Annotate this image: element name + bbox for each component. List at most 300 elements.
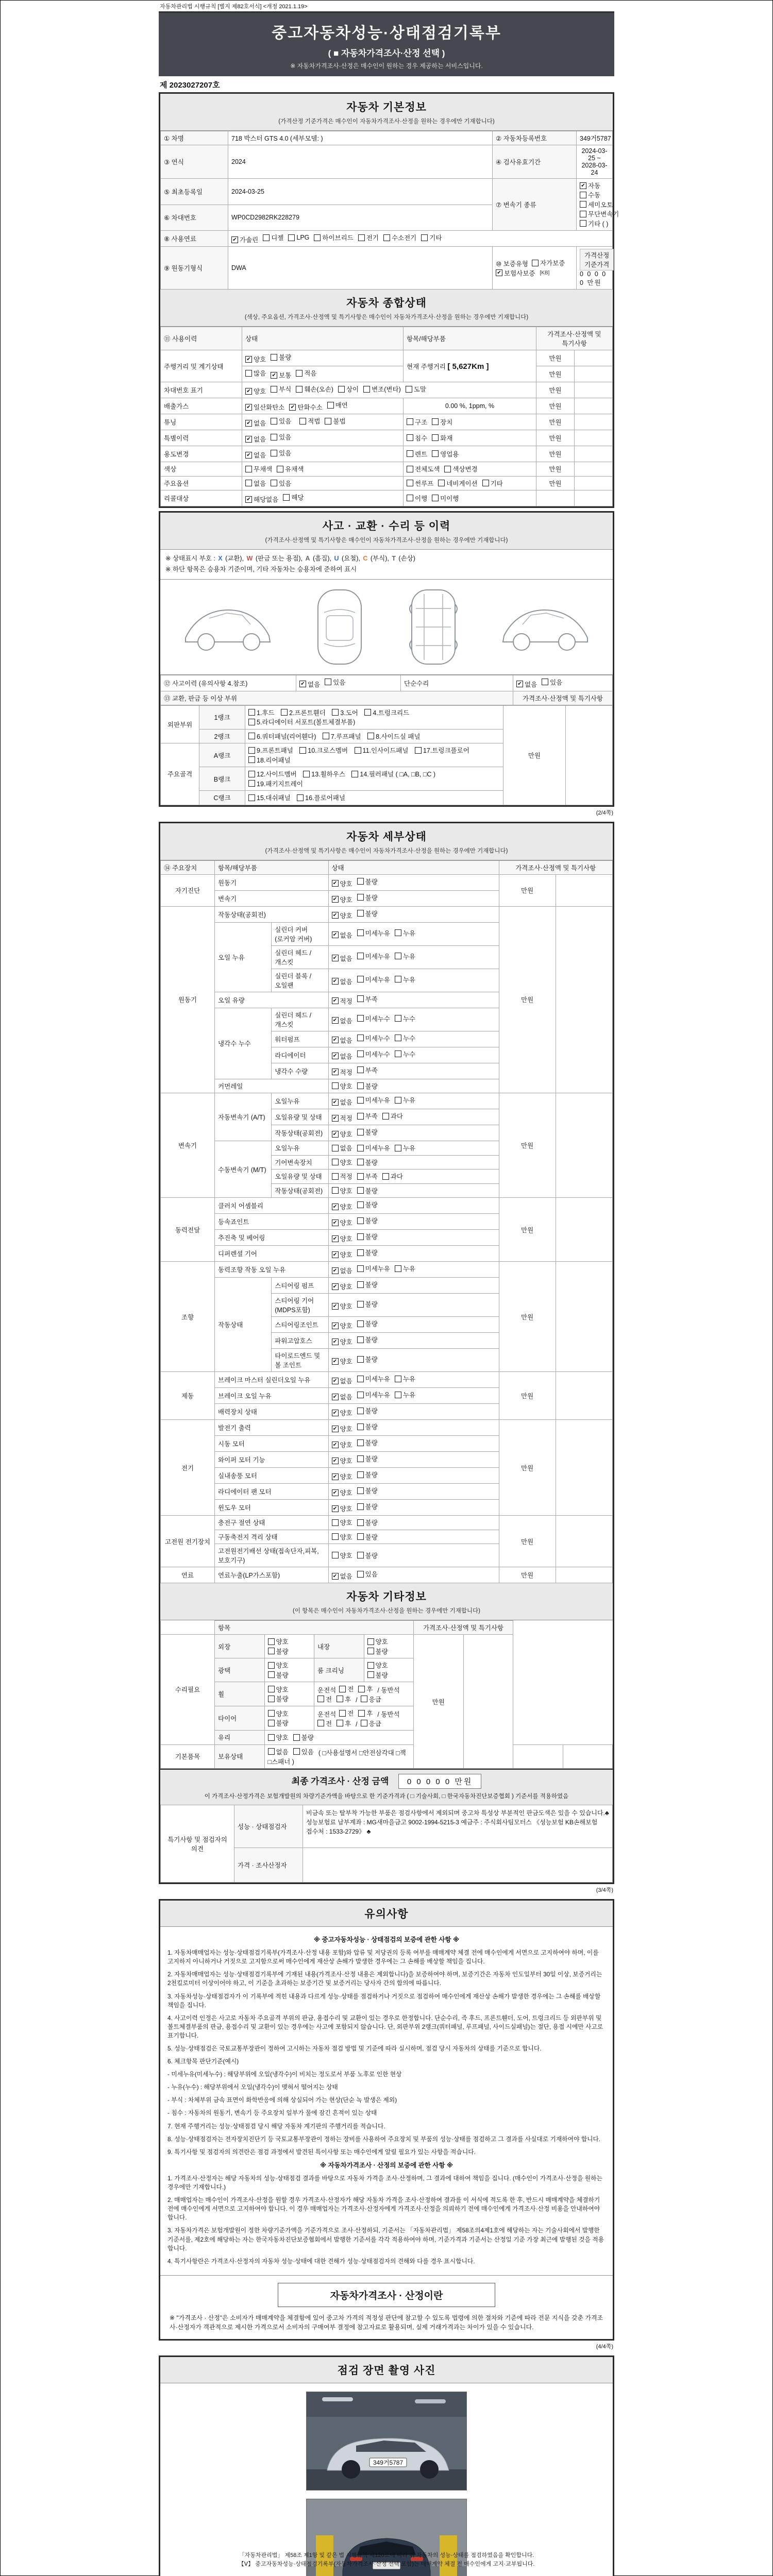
vin-label: ⑥ 차대번호 <box>161 205 228 231</box>
checkbox-option[interactable] <box>332 1472 352 1481</box>
checked-checkbox-icon: ✔ <box>332 1505 339 1512</box>
checkbox-option[interactable] <box>383 233 416 242</box>
checkbox-option[interactable] <box>283 493 304 502</box>
checkbox-option[interactable] <box>245 479 266 488</box>
checkbox-option[interactable] <box>332 1097 352 1107</box>
checkbox-option[interactable] <box>248 769 297 778</box>
checkbox-option[interactable] <box>482 479 503 488</box>
text-fragment: 썬루프 <box>415 480 434 487</box>
checkbox-option[interactable] <box>532 258 565 267</box>
checkbox-option[interactable] <box>382 1111 403 1121</box>
checkbox-option[interactable] <box>406 384 426 394</box>
checkbox-option[interactable] <box>421 233 442 242</box>
price-unit-cell: 만원 <box>499 1420 556 1516</box>
checkbox-option[interactable] <box>357 1354 378 1364</box>
checkbox-option[interactable] <box>337 1694 351 1704</box>
checkbox-option[interactable] <box>332 1376 352 1385</box>
text-fragment <box>160 2275 613 2339</box>
checkbox-option[interactable] <box>580 209 619 218</box>
checkbox-option[interactable] <box>357 1014 390 1023</box>
checkbox-option[interactable] <box>364 708 409 717</box>
text-fragment <box>559 634 575 650</box>
checkbox-option[interactable] <box>248 708 275 717</box>
unchecked-checkbox-icon <box>407 480 413 486</box>
state-cell <box>328 1141 499 1156</box>
checkbox-option[interactable] <box>271 416 291 426</box>
checkbox-option[interactable] <box>395 1264 415 1273</box>
checkbox-option[interactable] <box>407 464 440 473</box>
checkbox-option[interactable] <box>357 1143 390 1153</box>
text-fragment: 미세누유 <box>365 1145 390 1152</box>
checkbox-option[interactable] <box>357 1569 378 1579</box>
checkbox-option[interactable] <box>444 464 477 473</box>
checkbox-option[interactable] <box>293 1747 314 1756</box>
checkbox-option[interactable] <box>271 352 291 362</box>
checkbox-option[interactable] <box>325 416 345 426</box>
unchecked-checkbox-icon <box>268 1671 275 1678</box>
checkbox-option[interactable] <box>580 190 600 199</box>
checkbox-option[interactable] <box>248 793 291 802</box>
checkbox-option[interactable] <box>357 909 378 918</box>
checkbox-option[interactable] <box>332 1143 352 1153</box>
section-note: (가격산정 기준가격은 매수인이 자동차가격조사·산정을 원하는 경우에만 기재합니다) <box>278 118 495 125</box>
checkbox-option[interactable] <box>268 1747 289 1756</box>
checkbox-option[interactable] <box>516 680 537 689</box>
footer-legal-lines <box>1 2551 772 2569</box>
holding-state-label: 보유상태 <box>215 1744 265 1769</box>
unchecked-checkbox-icon <box>361 1720 367 1726</box>
checkbox-option[interactable] <box>314 233 353 242</box>
checkbox-option[interactable] <box>332 1218 352 1227</box>
text-fragment: 훼손(오손) <box>304 386 333 393</box>
checkbox-option[interactable] <box>395 952 415 961</box>
checkbox-option[interactable] <box>357 994 378 1004</box>
checkbox-option[interactable] <box>332 1518 352 1527</box>
checkbox-option[interactable] <box>332 977 352 986</box>
checkbox-option[interactable] <box>395 1095 415 1105</box>
checkbox-option[interactable] <box>332 1016 352 1025</box>
checkbox-option[interactable] <box>332 1504 352 1513</box>
checkbox-option[interactable] <box>357 1299 378 1309</box>
unchecked-checkbox-icon <box>395 1050 401 1057</box>
checkbox-option[interactable] <box>355 745 409 755</box>
checkbox-option[interactable] <box>407 417 427 427</box>
checkbox-option[interactable] <box>395 1049 415 1059</box>
checkbox-option[interactable] <box>357 1172 378 1181</box>
checkbox-option[interactable] <box>323 732 361 741</box>
unchecked-checkbox-icon <box>406 386 412 393</box>
checkbox-option[interactable] <box>339 1708 354 1718</box>
note-blank-cell <box>556 1420 612 1516</box>
checkbox-option[interactable] <box>367 1660 388 1670</box>
state-cell <box>328 1031 499 1047</box>
item-label-cell: 시동 모터 <box>215 1436 329 1452</box>
checkbox-option[interactable] <box>296 384 333 394</box>
checkbox-option[interactable] <box>248 732 316 741</box>
checkbox-option[interactable] <box>268 1685 289 1694</box>
checkbox-option[interactable] <box>357 1470 378 1479</box>
checkbox-option[interactable] <box>271 370 291 380</box>
checkbox-option[interactable] <box>293 1733 314 1742</box>
checkbox-option[interactable] <box>263 233 283 242</box>
checkbox-option[interactable] <box>271 384 291 394</box>
checkbox-option[interactable] <box>332 1456 352 1465</box>
unchecked-checkbox-icon <box>357 1173 364 1180</box>
checkbox-option[interactable] <box>268 1637 289 1646</box>
checkbox-option[interactable] <box>407 449 427 459</box>
text-fragment: 응급 <box>368 1720 381 1727</box>
price-unit-cell: 만원 <box>499 1567 556 1583</box>
checkbox-option[interactable] <box>332 1172 352 1181</box>
table-row <box>161 430 613 446</box>
unchecked-checkbox-icon <box>337 1696 343 1702</box>
checkbox-option[interactable] <box>357 1127 378 1137</box>
checkbox-option[interactable] <box>288 234 309 241</box>
checkbox-option[interactable] <box>357 1216 378 1225</box>
text-fragment: 없음 <box>254 480 266 487</box>
checkbox-option[interactable] <box>332 1052 352 1061</box>
form-reference-note: 자동차관리법 시행규칙 [별지 제82호서식] <개정 2021.1.19> <box>160 4 308 10</box>
checkbox-option[interactable] <box>332 996 352 1006</box>
table-row <box>161 1805 613 1848</box>
checkbox-option[interactable] <box>357 1081 378 1091</box>
checkbox-option[interactable] <box>357 877 378 886</box>
checkbox-option[interactable] <box>332 954 352 963</box>
checkbox-option[interactable] <box>332 1282 352 1291</box>
text-fragment: 누수 <box>402 1015 416 1023</box>
exterior-options <box>264 1635 314 1658</box>
unchecked-checkbox-icon <box>357 1320 364 1327</box>
state-cell <box>328 992 499 1008</box>
checked-checkbox-icon: ✔ <box>332 1394 339 1400</box>
checkbox-option[interactable] <box>231 235 258 244</box>
checkbox-option[interactable] <box>299 416 320 426</box>
checkbox-option[interactable] <box>367 1637 388 1646</box>
checkbox-option[interactable] <box>358 233 379 242</box>
unchecked-checkbox-icon <box>357 1129 364 1136</box>
inspection-photos-box <box>159 2355 614 2576</box>
checkbox-option[interactable] <box>332 1440 352 1449</box>
checkbox-option[interactable] <box>351 769 435 778</box>
checkbox-option[interactable] <box>271 448 291 457</box>
checkbox-option[interactable] <box>357 1095 390 1105</box>
checkbox-option[interactable] <box>357 1232 378 1241</box>
checkbox-option[interactable] <box>332 1067 352 1077</box>
checkbox-option[interactable] <box>395 928 415 938</box>
text-fragment: 없음 <box>340 1267 352 1275</box>
checkbox-option[interactable] <box>332 895 352 904</box>
checkbox-option[interactable] <box>332 1129 352 1139</box>
checkbox-option[interactable] <box>357 928 390 938</box>
checkbox-option[interactable] <box>496 268 535 278</box>
checkbox-option[interactable] <box>363 384 401 394</box>
checkbox-option[interactable] <box>580 200 613 209</box>
checkbox-option[interactable] <box>332 1234 352 1243</box>
unchecked-checkbox-icon <box>268 1748 275 1755</box>
checkbox-option[interactable] <box>367 1670 388 1680</box>
checkbox-option[interactable] <box>367 1647 388 1656</box>
checkbox-option[interactable] <box>268 1670 289 1680</box>
checkbox-option[interactable] <box>332 1571 352 1581</box>
checkbox-option[interactable] <box>332 879 352 888</box>
text-fragment: 없음 <box>525 681 537 688</box>
checkbox-option[interactable] <box>432 417 452 427</box>
price-unit-cell: 만원 <box>499 906 556 1093</box>
notice-subitem: - 누유(누수) : 해당부위에서 오일(냉각수)이 맺혀서 떨어지는 상태 <box>167 2083 338 2091</box>
text-fragment: 없음 <box>308 681 321 688</box>
text-fragment: 없음 <box>340 1053 352 1060</box>
checkbox-option[interactable] <box>245 418 266 428</box>
mileage-state-1 <box>242 350 404 366</box>
checkbox-option[interactable] <box>357 1390 390 1399</box>
checkbox-option[interactable] <box>332 1357 352 1366</box>
glass-label: 유리 <box>215 1731 265 1745</box>
checkbox-option[interactable] <box>268 1718 289 1727</box>
checkbox-option[interactable] <box>358 1708 373 1718</box>
state-cell <box>328 1230 499 1246</box>
item-label-cell: 윈도우 모터 <box>215 1500 329 1516</box>
col-price: 가격조사·산정액 및 특기사항 <box>414 1621 513 1635</box>
checkbox-option[interactable] <box>357 1319 378 1328</box>
checkbox-option[interactable] <box>245 402 284 412</box>
checkbox-option[interactable] <box>268 1647 289 1656</box>
checkbox-option[interactable] <box>357 1454 378 1463</box>
checkbox-option[interactable] <box>332 1337 352 1346</box>
accident-rank-table <box>160 675 613 805</box>
checkbox-option[interactable] <box>395 975 415 984</box>
checkbox-option[interactable] <box>299 745 348 755</box>
text-fragment <box>243 634 260 650</box>
checkbox-option[interactable] <box>277 464 304 473</box>
checkbox-option[interactable] <box>268 1694 289 1703</box>
checkbox-option[interactable] <box>297 793 345 802</box>
checkbox-option[interactable] <box>357 1264 390 1273</box>
checkbox-option[interactable] <box>357 1111 378 1121</box>
unchecked-checkbox-icon <box>395 1097 401 1104</box>
checkbox-option[interactable] <box>357 1551 378 1560</box>
checkbox-option[interactable] <box>357 1518 378 1527</box>
checkbox-option[interactable] <box>245 495 278 504</box>
unchecked-checkbox-icon <box>357 1455 364 1462</box>
checkbox-option[interactable] <box>357 1486 378 1495</box>
table-row <box>161 1567 613 1583</box>
checkbox-option[interactable] <box>357 1438 378 1447</box>
checkbox-option[interactable] <box>248 755 291 765</box>
checkbox-option[interactable] <box>407 494 427 503</box>
text-fragment: 19.패키지트레이 <box>257 780 303 788</box>
state-cell <box>328 945 499 969</box>
checkbox-option[interactable] <box>367 732 420 741</box>
checkbox-option[interactable] <box>415 745 469 755</box>
checkbox-option[interactable] <box>332 1081 352 1091</box>
checkbox-option[interactable] <box>327 400 348 410</box>
text-fragment: 있음 <box>550 679 563 686</box>
unchecked-checkbox-icon <box>268 1686 275 1692</box>
checkbox-option[interactable] <box>432 433 452 443</box>
text-fragment: 양호 <box>340 1533 352 1541</box>
checkbox-option[interactable] <box>357 1065 378 1075</box>
checkbox-option[interactable] <box>332 1408 352 1417</box>
checkbox-option[interactable] <box>332 1036 352 1045</box>
checkbox-option[interactable] <box>303 769 345 778</box>
text-fragment: 양호 <box>276 1734 289 1741</box>
text-fragment: 적정 <box>340 997 352 1005</box>
checkbox-option[interactable] <box>395 1143 415 1153</box>
text-fragment: 양호 <box>276 1710 289 1718</box>
checkbox-option[interactable] <box>245 434 266 444</box>
text-fragment: 양호 <box>340 1251 352 1259</box>
text-fragment <box>415 2399 446 2403</box>
checkbox-option[interactable] <box>325 677 345 687</box>
checkbox-option[interactable] <box>299 680 320 689</box>
item-mid-cell: 수동변속기 (M/T) <box>215 1141 272 1198</box>
checked-checkbox-icon: ✔ <box>332 1358 339 1365</box>
vin-mark-options <box>242 382 536 398</box>
opinion-group-label: 특기사항 및 점검자의 의견 <box>161 1805 234 1883</box>
checkbox-option[interactable] <box>407 479 433 488</box>
state-cell <box>328 1436 499 1452</box>
checkbox-option[interactable] <box>296 368 316 378</box>
checkbox-option[interactable] <box>542 677 562 687</box>
checkbox-option[interactable] <box>245 368 266 378</box>
text-fragment: 불량 <box>365 1439 378 1447</box>
item-label-cell: 스티어링 펌프 <box>272 1278 328 1294</box>
price-col-label: 가격조사·산정액 및 특기사항 <box>513 691 613 705</box>
text-fragment: 디젤 <box>271 234 284 242</box>
checkbox-option[interactable] <box>245 354 266 364</box>
checkbox-option[interactable] <box>271 479 291 488</box>
text-fragment: 불량 <box>365 1320 378 1328</box>
checkbox-option[interactable] <box>357 975 390 984</box>
text-fragment: 양호 <box>340 1426 352 1433</box>
checkbox-option[interactable] <box>332 1301 352 1311</box>
checkbox-option[interactable] <box>332 930 352 940</box>
checkbox-option[interactable] <box>338 384 359 394</box>
checkbox-option[interactable] <box>332 1551 352 1560</box>
table-row <box>161 675 613 691</box>
checkbox-option[interactable] <box>357 1049 390 1059</box>
checkbox-option[interactable] <box>332 1113 352 1123</box>
checkbox-option[interactable] <box>332 1186 352 1195</box>
main-option-options <box>242 476 404 490</box>
blank-cell <box>575 490 613 506</box>
checkbox-option[interactable] <box>357 952 390 961</box>
checkbox-option[interactable] <box>395 1374 415 1383</box>
checkbox-option[interactable] <box>332 1266 352 1275</box>
checkbox-option[interactable] <box>332 1202 352 1211</box>
appraiser-label: 가격 · 조사산정자 <box>234 1848 303 1883</box>
checkbox-option[interactable] <box>332 1488 352 1497</box>
checkbox-option[interactable] <box>248 779 303 788</box>
checkbox-option[interactable] <box>432 494 459 503</box>
unchecked-checkbox-icon <box>364 709 371 716</box>
rankA-label: A랭크 <box>199 743 245 767</box>
checkbox-option[interactable] <box>268 1660 289 1670</box>
checkbox-option[interactable] <box>432 449 459 459</box>
checkbox-option[interactable] <box>438 479 477 488</box>
text-fragment: 탄화수소 <box>297 404 323 411</box>
checkbox-option[interactable] <box>332 1158 352 1167</box>
mileage-label: 주행거리 및 계기상태 <box>161 350 242 382</box>
checkbox-option[interactable] <box>357 1280 378 1289</box>
checkbox-option[interactable] <box>357 1158 378 1167</box>
checkbox-option[interactable] <box>317 1694 332 1704</box>
checkbox-option[interactable] <box>395 1014 415 1023</box>
checkbox-option[interactable] <box>332 1392 352 1401</box>
checkbox-option[interactable] <box>245 464 272 473</box>
checkbox-option[interactable] <box>337 1719 351 1728</box>
price-unit-cell: 만원 <box>536 350 575 366</box>
checkbox-option[interactable] <box>271 432 291 442</box>
usage-change-label: 용도변경 <box>161 446 242 462</box>
text-fragment: 없음 <box>340 931 352 939</box>
unchecked-checkbox-icon <box>332 1187 339 1194</box>
checkbox-option[interactable] <box>339 1684 354 1693</box>
checkbox-option[interactable] <box>580 181 600 190</box>
checkbox-option[interactable] <box>357 1422 378 1431</box>
checkbox-option[interactable] <box>357 1502 378 1511</box>
checkbox-option[interactable] <box>361 1694 381 1704</box>
checkbox-option[interactable] <box>357 1248 378 1257</box>
text-fragment: 현재 주행거리 <box>407 363 448 370</box>
unchecked-checkbox-icon <box>332 1145 339 1151</box>
checkbox-option[interactable] <box>382 1172 403 1181</box>
state-cell <box>328 1262 499 1278</box>
checkbox-option[interactable] <box>268 1733 289 1742</box>
main-frame-group: 주요골격 <box>161 743 199 805</box>
checkbox-option[interactable] <box>332 1250 352 1259</box>
checkbox-option[interactable] <box>357 1374 390 1383</box>
checkbox-option[interactable] <box>332 911 352 920</box>
checkbox-option[interactable] <box>248 745 293 755</box>
checkbox-option[interactable] <box>332 708 358 717</box>
checkbox-option[interactable] <box>281 708 326 717</box>
checkbox-option[interactable] <box>357 1200 378 1209</box>
checkbox-option[interactable] <box>395 1390 415 1399</box>
checkbox-option[interactable] <box>357 1186 378 1195</box>
checkbox-option[interactable] <box>332 1532 352 1541</box>
text-fragment: 누유 <box>402 1376 416 1383</box>
text-fragment: 양호 <box>340 912 352 920</box>
unchecked-checkbox-icon <box>358 1710 365 1717</box>
checkbox-option[interactable] <box>357 1335 378 1344</box>
checkbox-option[interactable] <box>407 433 427 443</box>
note-blank-cell <box>575 446 613 462</box>
checkbox-option[interactable] <box>289 402 322 412</box>
price-unit-cell: 만원 <box>499 874 556 906</box>
col-price: 가격조사·산정액 및 특기사항 <box>536 327 613 350</box>
checkbox-option[interactable] <box>357 1532 378 1541</box>
checkbox-option[interactable] <box>268 1709 289 1718</box>
state-cell <box>328 874 499 890</box>
checkbox-option[interactable] <box>361 1719 381 1728</box>
checkbox-option[interactable] <box>357 1406 378 1415</box>
checkbox-option[interactable] <box>317 1719 332 1728</box>
checkbox-option[interactable] <box>332 1321 352 1330</box>
checkbox-option[interactable] <box>358 1684 373 1693</box>
checkbox-option[interactable] <box>395 1033 415 1043</box>
checkbox-option[interactable] <box>248 717 355 726</box>
checkbox-option[interactable] <box>357 893 378 902</box>
checkbox-option[interactable] <box>245 450 266 460</box>
table-row <box>161 860 613 874</box>
checkbox-option[interactable] <box>332 1424 352 1433</box>
state-cell <box>328 1079 499 1093</box>
checkbox-option[interactable] <box>580 219 608 228</box>
checkbox-option[interactable] <box>357 1033 390 1043</box>
checkbox-option[interactable] <box>245 386 266 396</box>
col-item: 항목 <box>215 1621 414 1635</box>
